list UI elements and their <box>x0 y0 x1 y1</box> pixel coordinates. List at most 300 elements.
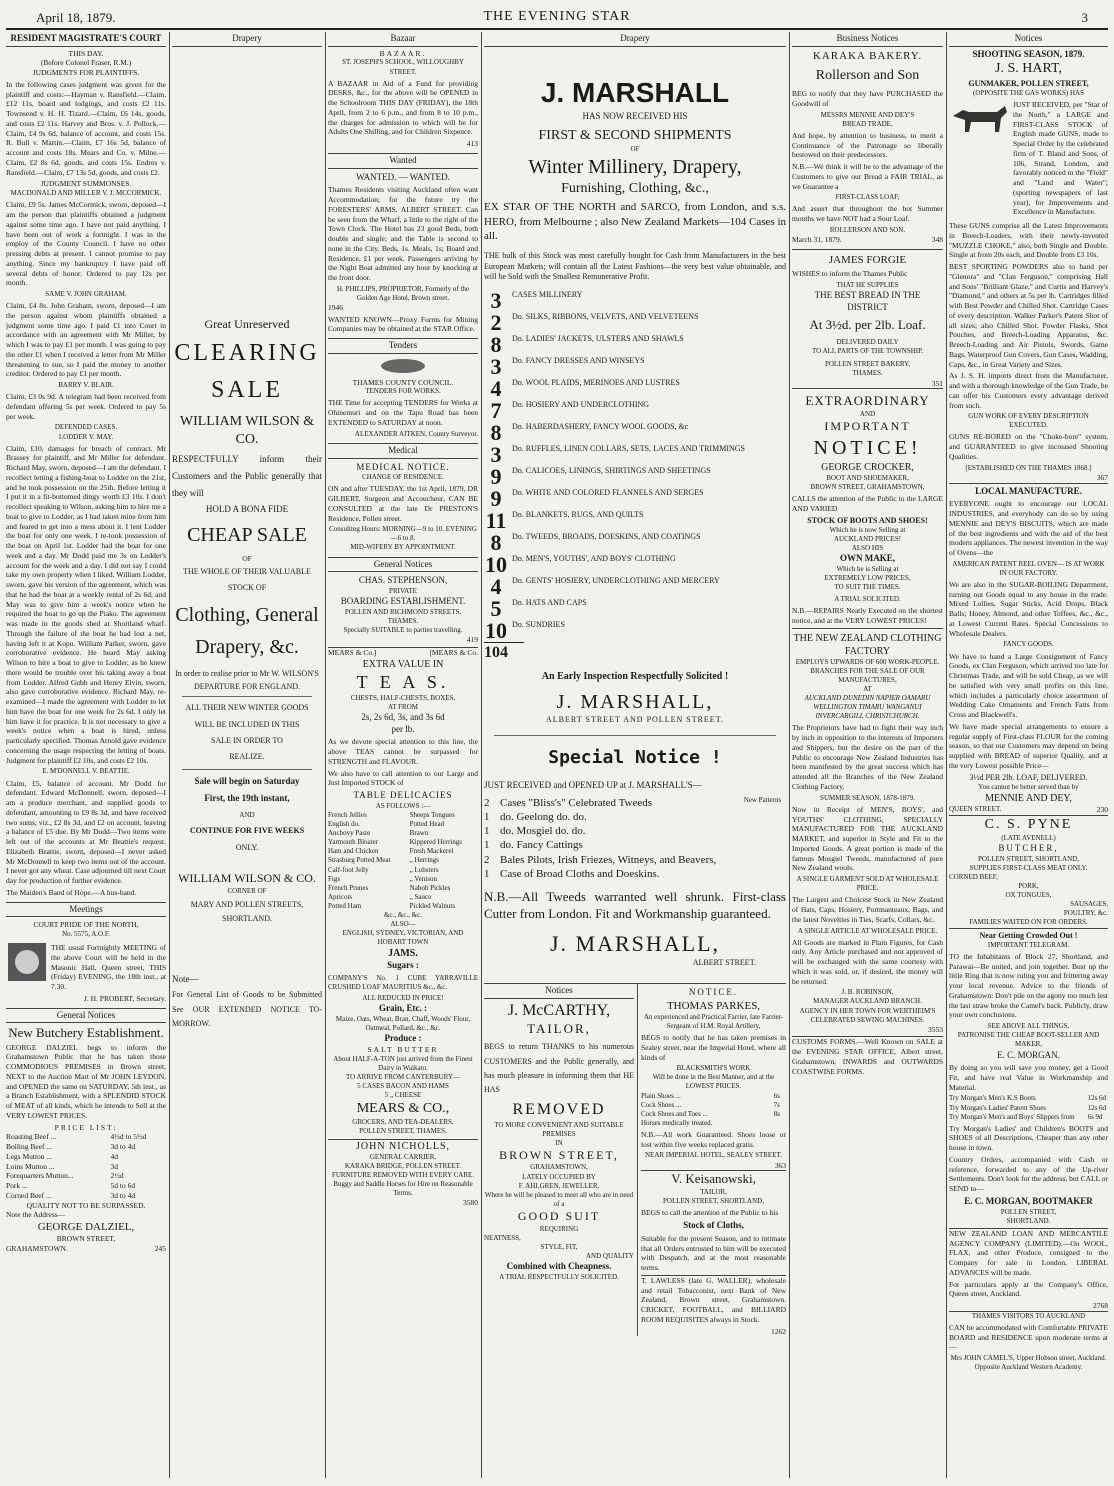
ad-body: THE Time for accepting TENDERS for Works at Ohinemuri and on the Tapu Road has been EXTENDED to SATURDAY at noon. <box>328 398 478 427</box>
case-description: Do. RUFFLES, LINEN COLLARS, SETS, LACES AND TRIMMINGS <box>512 444 745 454</box>
list-row <box>328 829 478 838</box>
ad-number: 3553 <box>928 1024 943 1034</box>
list-item: „ Herrings <box>409 856 440 865</box>
subhead: BARRY V. BLAIR. <box>58 381 114 390</box>
ad-firm: MENNIE AND DEY, <box>985 793 1072 805</box>
ad-line: Will be done in the Best Manner, and at the LOWEST PRICES. <box>652 1073 775 1091</box>
subhead: DEFENDED CASES. <box>54 423 118 432</box>
ad-line: BRANCHES FOR THE SALE OF OUR MANUFACTURES, <box>810 666 925 685</box>
ad-line: You cannot be better served than by <box>978 782 1079 791</box>
ad-body: All Goods are marked in Plain Figures, for Cash only. Any Article purchased and not approved of will be exchanged with the same courtesy with which it was sold, or, if desired, the money will be returned. <box>792 937 943 986</box>
ad-heading: GEORGE DALZIEL, <box>37 1221 135 1234</box>
ad-body: BEGS to notify that he has taken premises in Sealey street, near the Imperial Hotel, where all kinds of <box>641 1033 786 1062</box>
subhead: JUDGMENTS FOR PLAINTIFFS. <box>32 68 140 78</box>
section-header: General Notices <box>6 1008 166 1024</box>
ad-line: EMPLOYS UPWARDS OF 600 WORK-PEOPLE. <box>795 657 940 666</box>
article-paragraph: The Maiden's Band of Hope.—A hus-band. <box>6 887 137 897</box>
ad-line: [MEARS & Co. <box>429 647 478 657</box>
ad-line: BLACKSMITH'S WORK <box>676 1064 751 1073</box>
ad-line: TAILOR, <box>700 1188 727 1197</box>
list-row <box>328 856 478 865</box>
shipment-row <box>484 598 786 620</box>
ad-line: TAILOR, <box>527 1021 591 1037</box>
ad-body: CALLS the attention of the Public to the LARGE AND VARIED <box>792 494 943 513</box>
ad-line: Which he is now Selling at <box>829 525 906 534</box>
subhead: LODDER V. MAY. <box>58 432 114 441</box>
ad-firm: THOMAS PARKES, <box>666 999 761 1012</box>
ad-body: We have made special arrangements to ensure a regular supply of First-class FLOUR for the coming season, so that our Customers may depend on being supplied with BREAD of superior Quality, and at the very Lowest possible Price— <box>949 721 1108 770</box>
ad-body: JUST RECEIVED, per "Star of the North," a LARGE and FIRST-CLASS STOCK of English made GUNS, made to Special Order by the celebrated firm of T. Bland and Sons, of 106, Strand, London, and favorably noticed in the "Field" and "Land and Water"; (sporting newspapers of last year), for Improvements and Excellence in Manufacture. <box>1013 100 1108 217</box>
case-count: 9 <box>490 464 502 490</box>
tweed-row <box>484 838 786 852</box>
shipment-row <box>484 488 786 510</box>
section-header: Notices <box>484 984 634 999</box>
ad-body: BEG to notify that they have PURCHASED the Goodwill of <box>792 89 943 108</box>
shipment-row <box>484 378 786 400</box>
tweed-description: Bales Pilots, Irish Friezes, Witneys, and Beavers, <box>500 853 717 866</box>
ad-line: IN <box>555 1138 563 1147</box>
ad-line: THE WHOLE OF THEIR VALUABLE STOCK OF <box>183 566 311 592</box>
ad-line: MESSRS MENNIE AND DEY'S <box>820 110 915 119</box>
ad-date: March 31, 1879. <box>792 235 842 245</box>
ad-firm: J. MARSHALL, <box>556 691 714 714</box>
ad-signature: ALEXANDER AITKEN, County Surveyor. <box>354 429 478 438</box>
ad-line: AUCKLAND DUNEDIN NAPIER OAMARU WELLINGTON TIMARU WANGANUI INVERCARGILL CHRISTCHURCH. <box>804 694 931 721</box>
shipment-row <box>484 356 786 378</box>
ad-heading: EXTRAORDINARY <box>792 388 943 410</box>
ad-line: F. AHLGREN, JEWELLER, <box>518 1181 600 1190</box>
ad-number: 367 <box>1096 472 1108 482</box>
ad-body: THE usual Fortnightly MEETING of the above Court will be held in the Masonic Hall, Queen street, THIS (Friday) EVENING, the 18th inst., at 7.30. <box>51 943 166 992</box>
ad-number: 1262 <box>771 1326 786 1336</box>
price-row <box>6 1181 166 1191</box>
ad-heading: STOCK OF BOOTS AND SHOES! <box>807 515 928 525</box>
ad-line: (LATE AVENELL) <box>1001 833 1056 842</box>
ad-body: N.B.—All Tweeds warranted well shrunk. First-class Cutter from London. Fit and Workmanship guaranteed. <box>484 889 786 921</box>
ad-line: DELIVERED DAILY <box>836 338 899 347</box>
ad-heading: New Butchery Establishment. <box>8 1025 164 1041</box>
ad-line: GOOD SUIT <box>517 1208 601 1223</box>
ad-line: OF <box>242 554 252 563</box>
subhead: E. M'DONNELL V. BEATTIE. <box>42 767 130 776</box>
list-row <box>328 820 478 829</box>
price-item: Legs Mutton ... <box>6 1151 53 1161</box>
case-description: Do. FANCY DRESSES AND WINSEYS <box>512 356 645 366</box>
ad-line: QUALITY NOT TO BE SURPASSED. <box>26 1200 146 1210</box>
ad-body: We are also in the SUGAR-BOILING Department, turning out Goods equal to any house in the trade. Mixed Lollies, Sugar Sticks, Acid Drops, Black Balls; Honey, Almond, and other Toffees, &c., &c., at Lowest Current Rates. Special Concessions to Wholesale Dealers. <box>949 579 1108 638</box>
ad-number: 3580 <box>463 1197 478 1207</box>
ad-line: POLLEN STREET, SHORTLAND, <box>663 1197 764 1206</box>
case-description: Do. LADIES' JACKETS, ULSTERS AND SHAWLS <box>512 334 684 344</box>
ad-body: THE bulk of this Stock was most carefully bought for Cash from Manufacturers in the best European Markets; will contain all the Latest Fashions—the very best value obtainable, and will be Sold with the Smallest Remunerative Profit. <box>484 251 786 281</box>
ad-line: ALBERT STREET AND POLLEN STREET. <box>546 715 724 725</box>
tweed-count: 2 <box>484 796 490 809</box>
price-item: Forequarters Mutton... <box>6 1171 74 1181</box>
tweed-description: Cases "Bliss's" Celebrated Tweeds <box>500 796 653 809</box>
ad-body: JUST RECEIVED and OPENED UP at J. MARSHALL'S— <box>484 779 702 790</box>
case-count: 8 <box>490 420 502 446</box>
ad-line: AND <box>859 410 876 419</box>
hunting-dog-icon <box>949 98 1011 138</box>
column-rule <box>325 32 326 1478</box>
tweed-count: 1 <box>484 825 490 838</box>
ad-heading: Grain, Etc. : <box>379 1003 427 1014</box>
section-header: Drapery <box>172 32 322 47</box>
ad-line: Buggy and Saddle Horses for Hire on Reasonable Terms. <box>333 1179 473 1197</box>
list-row <box>328 838 478 847</box>
ad-body: Suitable for the present Season, and to intimate that all Orders entrusted to him will be executed with Despatch, and at the most reasonable terms. <box>641 1233 786 1273</box>
ad-body: The Largest and Choicest Stock in New Zealand of Hats, Caps, Hosiery, Portmanteaux, Bags, and the latest Novelties in Ties, Scarfs, Collars, &c. <box>792 895 943 924</box>
price-row <box>641 1101 786 1110</box>
ad-line: POLLEN STREET BAKERY, <box>824 360 911 369</box>
ad-heading: CHAS. STEPHENSON, <box>358 575 448 586</box>
list-item: Yarmouth Bloater <box>328 838 379 847</box>
ad-heading: THAMES COUNTY COUNCIL. <box>352 377 454 387</box>
ad-line: A TRIAL RESPECTFULLY SOLICITED. <box>499 1272 619 1281</box>
shipment-row <box>484 422 786 444</box>
price-item: Roasting Beef ... <box>6 1132 57 1142</box>
ad-line: AGENCY IN HER TOWN FOR WERTHEIM'S CELEBRATED SEWING MACHINES. <box>799 1006 936 1024</box>
case-description: Do. HOSIERY AND UNDERCLOTHING <box>512 400 650 410</box>
ad-line: Horses medically treated. <box>641 1118 713 1127</box>
case-count: 3 <box>490 288 502 314</box>
list-row <box>328 875 478 884</box>
ad-heading: FIRST & SECOND SHIPMENTS <box>538 127 732 143</box>
price-value: 8s <box>773 1109 780 1118</box>
list-item: Potted Ham <box>328 901 362 910</box>
ad-body: A BAZAAR in Aid of a Fund for providing DESKS, &c., for the above will be OPENED in the Schoolroom THIS DAY (FRIDAY), the 18th April, from 2 to 6 p.m., and from 8 to 10 p.m., the charges for admission to which will be for Adults One Shilling, and for Children Sixpence. <box>328 78 478 137</box>
list-row <box>328 884 478 893</box>
ad-line: HAS NOW RECEIVED HIS <box>582 111 688 122</box>
ad-heading: JAMS. <box>388 948 418 960</box>
tweed-list <box>484 796 786 882</box>
ad-firm: E. C. MORGAN. <box>997 1049 1060 1060</box>
price-value: 2½d <box>110 1171 124 1181</box>
ad-signature: J. B. ROBINSON, <box>841 988 894 997</box>
ad-body: BEGS to return THANKS to his numerous CUSTOMERS and the Public generally, and has much pleasure in informing them that HE HAS <box>484 1042 634 1095</box>
ad-line: Mrs JOHN CAMEL'S, Upper Hobson street, Auckland. <box>950 1354 1107 1363</box>
price-value: 6s 9d <box>1087 1112 1103 1121</box>
price-item: Try Morgan's Men's and Boys' Slippers from <box>949 1112 1075 1121</box>
list-item: CORNED BEEF, <box>949 872 998 881</box>
section-header: Bazaar <box>328 32 478 47</box>
ad-body: T. LAWLESS (late G. WALLER), wholesale and retail Tobacconist, next Bank of New Zealand, Brown street, Grahamstown. CRICKET, FOOTBALL, and BILLIARD ROOM REQUISITES always in Stock. <box>641 1275 786 1324</box>
subhead: THIS DAY. <box>68 48 104 58</box>
ad-line: BUTCHER, <box>998 843 1059 854</box>
list-item: Ham and Chicken <box>328 847 379 856</box>
ad-body: CAN be accommodated with Comfortable PRIVATE BOARD and RESIDENCE upon moderate terms at— <box>949 1322 1108 1352</box>
ad-number: 363 <box>774 1160 786 1170</box>
ad-line: FAMILIES WAITED ON FOR ORDERS. <box>969 918 1088 927</box>
ad-line: HOLD A BONA FIDE <box>205 504 289 515</box>
tweed-description: do. Fancy Cattings <box>500 839 583 852</box>
ad-line: GRAHAMSTOWN. <box>6 1244 68 1254</box>
ad-line: Great Unreserved <box>204 316 290 331</box>
case-description: Do. TWEEDS, BROADS, DOESKINS, AND COATINGS <box>512 532 701 542</box>
ad-heading: NOTICE! <box>813 436 922 459</box>
ad-line: NEAR IMPERIAL HOTEL, SEALEY STREET. <box>644 1151 782 1160</box>
ad-line: IMPORTANT TELEGRAM. <box>987 940 1070 949</box>
ad-line: In order to realise prior to Mr W. WILSON'S <box>175 668 319 678</box>
ad-firm: WILLIAM WILSON & CO. <box>178 870 316 885</box>
ad-heading: REMOVED <box>512 1100 606 1118</box>
ad-line: NEATNESS, <box>484 1233 521 1242</box>
price-value: 3d to 4d <box>110 1190 136 1200</box>
ad-heading: EXTRA VALUE IN <box>362 658 444 670</box>
ad-firm: WILLIAM WILSON & CO. <box>179 413 315 447</box>
ad-heading: T E A S. <box>356 671 450 692</box>
ad-heading: Near Getting Crowded Out ! <box>949 928 1108 941</box>
case-description: Do. HABERDASHERY, FANCY WOOL GOODS, &c <box>512 422 689 432</box>
forester-emblem-icon <box>6 941 48 983</box>
case-count: 4 <box>490 574 502 600</box>
ad-heading: IMPORTANT <box>824 419 911 434</box>
ad-body: As we devote special attention to this line, the above TEAS cannot be surpassed for STRENGTH and FLAVOUR. <box>328 737 478 766</box>
ad-body: Thames Residents visiting Auckland often want Accommodation; for the future try the FORESTERS' ARMS, ALBERT STREET. Can be seen from the Wharf, a little to the right of the Town Clock. The Hotel has 23 good Beds, both double and single; and the Table is second to none in the City. Beds, 1s. Meals, 1s; Board and Residence, £1 per week. Passengers arriving by the Night Boat admitted any hour by knocking at the front door. <box>328 185 478 282</box>
ad-line: BROWN STREET, <box>56 1234 116 1244</box>
ad-line: KARAKA BRIDGE, POLLEN STREET. <box>344 1161 462 1170</box>
list-item: Fresh Mackerel <box>409 847 454 856</box>
case-description: Do. GENTS' HOSIERY, UNDERCLOTHING AND MERCERY <box>512 576 720 586</box>
ad-heading: SALE <box>211 377 283 404</box>
ad-number: 419 <box>466 635 478 644</box>
ad-line: LATELY OCCUPIED BY <box>522 1172 596 1181</box>
case-count: 4 <box>490 376 502 402</box>
price-item: Boiling Beef ... <box>6 1142 53 1152</box>
section-header: Notices <box>949 32 1108 47</box>
section-header: Medical <box>328 443 478 459</box>
tweed-note: New Patterns <box>743 795 782 804</box>
price-row <box>641 1110 786 1119</box>
ad-line: A SINGLE ARTICLE AT WHOLESALE PRICE. <box>797 926 938 935</box>
case-count: 8 <box>490 530 502 556</box>
ad-heading: OWN MAKE, <box>840 553 895 564</box>
ad-line: 5 „ CHEESE <box>384 1091 422 1100</box>
column-business-notices <box>792 32 943 1478</box>
ad-body: We also have to call attention to our Large and Just Imported STOCK of <box>328 768 478 788</box>
column-wilson-sale <box>172 32 322 1478</box>
ad-body: For General List of Goods to be Submitted See OUR EXTENDED NOTICE TO-MORROW. <box>172 990 322 1028</box>
ad-body: GEORGE DALZIEL begs to inform the Grahamstown Public that he has taken those COMMODIOUS PREMISES in Brown street, NEXT to the Auction Mart of Mr JOHN LEYDON, and OPENED the same on SATURDAY, 5th inst., as a Branch Establishment, with a SPLENDID STOCK of MEAT of all kinds, which he intends to Sell at the VERY LOWEST PRICES. <box>6 1042 166 1120</box>
case-description: Do. SUNDRIES <box>512 620 565 630</box>
ad-body: N.B.—We think it will be to the advantage of the Customers to give our Bread a FAIR TRIAL, as we Guarantee a <box>792 162 943 191</box>
ad-heading: BAZAAR. <box>379 48 427 58</box>
ad-line: BOOT AND SHOEMAKER, <box>826 473 909 482</box>
case-description: Do. CALICOES, LININGS, SHIRTINGS AND SHEETINGS <box>512 466 711 476</box>
ad-body: For particulars apply at the Company's Office, Queen street, Auckland. <box>949 1279 1108 1299</box>
ad-line: TO ARRIVE FROM CANTERBURY— <box>345 1072 461 1081</box>
ad-heading: Drapery, &c. <box>195 635 299 658</box>
ad-line: EXTREMELY LOW PRICES, <box>824 574 911 583</box>
subhead: JUDGMENT SUMMONSES. <box>40 179 132 189</box>
ad-line: TENDERS FOR WORKS. <box>365 387 441 396</box>
price-row <box>6 1191 166 1201</box>
section-header: Business Notices <box>792 32 943 47</box>
delicacies-list <box>328 811 478 911</box>
ad-body: Now in Receipt of MEN'S, BOYS', and YOUTHS' CLOTHING, SPECIALLY MANUFACTURED FOR THE AUCKLAND MARKET, and superior in Style and Fit to the Imported Goods. A great portion is made of the famous Mosgiel Tweeds, manufactured of pure New Zealand wools. <box>792 804 943 873</box>
ad-number: 245 <box>154 1244 166 1254</box>
article-paragraph: Claim, £10, damages for breach of contract. Mr Brassey for plaintiff, and Mr Miller for defendant. Richard May, sworn, deposed—I am the defendant. I recollect letting a fishing-boat to Lodder on the 21st, and he took possession on the 25th. Before letting it I put it in a fit-bottomed dingy worth £3 10s. I don't recollect speaking to Wilson, asking him to hire me a boat to give to Lodder, as I had taken mine from him and feared to get into a mess about it. I lent Lodder the boat for only one week. I re-took possession of the boat on April 1st. Lodder had the boat for one week and a day. Mr Dodd paid me 3s on Lodder's account for the week and a day. I did not say I could take my own property when I liked. William Lodder, sworn, gave his version of the agreement, which was that he had the boat at a weekly rental of 2s 6d, and May was to give him a week's notice when he required the boat to go up the Piako. The agreement was made in the goods shed at Shortland wharf. Through the failure of the boat he had lost a net, having left it at Kopu. William Parker, sworn, gave corroborative evidence. He heard May asking Wilson to hire a boat to give to Lodder, as he knew there would be trouble over his taking away a boat from Lodder. Alfred Gubb and Henry Elvin, sworn, also gave corroborative evidence. Richard May, re-examined—I made the agreement with Lodder to let him have the boat for one week for 2s 6d. I only let him have it for practice. It is not necessary to give a week's notice when a boat is hired, unless particularly specified. Thomas Arnold gave evidence concerning the usage respecting the letting of boats. Judgment for plaintiff £2 10s, and costs £2 10s. <box>6 443 166 765</box>
ad-line: DISTRICT <box>847 301 888 312</box>
case-count: 11 <box>485 508 507 534</box>
ad-line: GRAHAMSTOWN, <box>530 1163 588 1172</box>
list-item: „ Venison <box>409 874 437 883</box>
price-value: 3d to 4d <box>110 1142 136 1152</box>
case-count: 9 <box>490 486 502 512</box>
list-item: Calf-foot Jelly <box>328 865 369 874</box>
ad-line: Combined with Cheapness. <box>506 1260 612 1271</box>
ad-line: SUMMER SEASON, 1878-1879. <box>820 793 915 802</box>
shipment-row <box>484 466 786 488</box>
list-row <box>328 811 478 820</box>
price-row <box>949 1113 1108 1122</box>
ad-line: THAT HE SUPPLIES <box>836 280 899 289</box>
ad-heading: CLEARING <box>174 340 320 367</box>
ad-line: [ESTABLISHED ON THE THAMES 1868.] <box>965 463 1092 472</box>
ad-body: As J. S. H. imports direct from the Manufacturer, and with a thorough knowledge of the Gun Trade, he can offer his Customers every advantage derived from such. <box>949 371 1108 410</box>
ad-line: ALL THEIR NEW WINTER GOODS <box>185 703 309 713</box>
section-header: General Notices <box>328 557 478 573</box>
price-item: Cock Shoes and Toes ... <box>641 1109 708 1118</box>
article-paragraph: Claim, £5, balance of account. Mr Dodd for defendant. Edward McDonnell, sworn, deposed—I am a produce merchant, and supplied goods to defendant, amounting to £9 8s 3d, and have received two sums, viz., £2 8s 3d, and £2 on account, leaving a balance of £5 due. By Mr Dodd—Two items were left out of the accounts at Mr Beattie's request. Elizabeth Beattie, sworn, deposed—I never asked Mr McDonnell to keep two items out of the account. I never got any wheat. Case adjourned till next Court day for production of further evidence. <box>6 778 166 885</box>
ad-line: Consulting Hours: MORNING—9 to 10. EVENING—6 to 8. <box>329 525 477 543</box>
ad-line: Sale will begin on Saturday <box>194 775 300 786</box>
price-item: Try Morgan's Men's K.S Boots <box>949 1094 1036 1103</box>
case-count: 7 <box>490 398 502 424</box>
ad-body: EX STAR OF THE NORTH and SARCO, from London, and s.s. HERO, from Melbourne ; also New Zealand Markets—104 Cases in all. <box>484 201 786 242</box>
price-value: 3d <box>110 1161 118 1171</box>
ad-line: AMERICAN PATENT REEL OVEN— IS AT WORK IN OUR FACTORY. <box>952 559 1105 577</box>
tweed-row <box>484 796 786 810</box>
ad-line: DEPARTURE FOR ENGLAND. <box>193 681 301 691</box>
ad-body: WANTED KNOWN—Proxy Forms for Mining Companies may be obtained at the STAR Office. <box>328 314 478 334</box>
tweed-description: do. Geelong do. do. <box>500 810 587 823</box>
ad-signature: ROLLERSON AND SON. <box>829 225 906 234</box>
ad-firm: MEARS & CO., <box>356 1101 450 1117</box>
ad-line: Note— <box>172 974 199 985</box>
ad-line: ALBERT STREET. <box>692 958 756 968</box>
masthead <box>6 4 1108 30</box>
price-row <box>6 1162 166 1172</box>
ad-line: THAMES. <box>387 616 419 625</box>
ad-heading: COURT PRIDE OF THE NORTH, <box>33 920 139 930</box>
ad-line: SUPPLIES FIRST-CLASS MEAT ONLY. <box>969 863 1088 872</box>
shipment-row <box>484 620 786 642</box>
list-item: Pickled Walnuts <box>409 901 456 910</box>
ad-line: POLLEN STREET, <box>1000 1207 1057 1216</box>
ad-line: CHESTS, HALF-CHESTS, BOXES, <box>350 693 456 702</box>
case-count: 8 <box>490 332 502 358</box>
case-description: Do. BLANKETS, RUGS, AND QUILTS <box>512 510 644 520</box>
ad-body: WISHES to inform the Thames Public <box>792 269 908 279</box>
ad-line: POLLEN STREET, SHORTLAND, <box>978 854 1079 863</box>
tweed-count: 1 <box>484 810 490 823</box>
ad-line: SEE ABOVE ALL THINGS, <box>987 1022 1070 1031</box>
ad-body: ON and after TUESDAY, the 1st April, 1879, DR GILBERT, Surgeon and Accoucheur, CAN BE CONSULTED at the late Dr PRESTON'S Residence, Pollen street. <box>328 484 478 523</box>
ad-heading: Clothing, General <box>175 603 319 626</box>
list-row <box>328 893 478 902</box>
ad-line: MARY AND POLLEN STREETS, <box>190 899 304 909</box>
ad-firm: THE NEW ZEALAND CLOTHING FACTORY <box>792 628 943 658</box>
ad-line: GENERAL CARRIER, <box>369 1152 437 1161</box>
ad-heading: MEDICAL NOTICE. <box>356 461 450 472</box>
shoe-price-list <box>641 1092 786 1119</box>
ad-body: BEST SPORTING POWDERS also to hand per "Glenora" and "Clan Ferguson," comprising Hall and Sons' "Brilliant Glaze," and Curtis and Harvey's "Diamond," and others at 5s per lb. Cartridges filled with Best Powder and Chilled Shot. Cartridge Cases of every description. Walker Parker's Patent Shot of all sizes; also Chilled Shot. Powder Flasks, Shot Pouches, and Breech-Loading Apparatus, &c. Breech-Loading and Air Pistols, Swords, Game Bags, Waterproof Gun Covers, Gun Cases, Wadding, Caps, &c., in Great Variety and Sizes. <box>949 262 1108 369</box>
shipment-row <box>484 510 786 532</box>
price-item: Pork ... <box>6 1181 28 1191</box>
tweed-count: 1 <box>484 868 490 881</box>
price-item: Try Morgan's Ladies' Patent Shoes <box>949 1103 1047 1112</box>
ad-firm: Rollerson and Son <box>815 67 920 83</box>
case-count: 10 <box>485 552 507 578</box>
shipment-row <box>484 334 786 356</box>
ad-line: ONLY. <box>235 842 259 852</box>
ad-line: Note the Address— <box>6 1210 66 1220</box>
price-row <box>6 1132 166 1142</box>
ad-line: FURNITURE REMOVED WITH EVERY CARE. <box>331 1170 475 1179</box>
ad-line: ST. JOSEPH'S SCHOOL, WILLOUGHBY STREET. <box>342 58 464 76</box>
ad-line: MANAGER AUCKLAND BRANCH. <box>813 997 922 1006</box>
page-number: 3 <box>1081 10 1088 25</box>
ad-number: 230 <box>1096 805 1108 815</box>
ad-line: AT <box>863 685 872 694</box>
ad-line: First, the 19th instant, <box>204 793 290 804</box>
ad-firm: J. MARSHALL <box>540 76 730 108</box>
ad-line: PATRONISE THE CHEAP BOOT-SELLER AND MAKER, <box>957 1031 1100 1049</box>
case-total: 104 <box>484 642 524 664</box>
ad-line: Opposite Auckland Western Academy. <box>974 1363 1083 1372</box>
ad-body: We have to hand a Large Consignment of Fancy Goods, ex Clan Ferguson, which arrived too late for Christmas Trade, and will be sold Cheap, as we will be satisfied with very small profits on this line, which includes a particularly choice assortment of Wedding Cake Ornaments and French Fatts from Cross and Blackwell's. <box>949 651 1108 720</box>
ad-line: TO ALL PARTS OF THE TOWNSHIP. <box>812 347 923 356</box>
article-paragraph: In the following cases judgment was given for the plaintiff and costs:—Hayman v. Ransfield.—Claim, £12 11s, board and lodgings, and costs £2 11s. Townsend v. H. H. Tizard.—Claim, £6 14s, goods, and costs £2 11s. Harvey and Bros. v. J. Pollock.—Claim, £4 9s 6d, balance of account, and costs 15s. R. Bull v. Martin.—Claim, £7 16s 5d, balance of account and costs 18s. Mears and Co. v. Milne.—Claim, £2 8s 6d, goods, and costs 15s. Endres v. Ransfield.—Claim, £7 13s 5d, goods, and costs £2. <box>6 79 166 177</box>
ad-heading: At 3½d. per 2lb. Loaf. <box>809 317 926 333</box>
ad-line: GROCERS, AND TEA-DEALERS, <box>352 1118 454 1127</box>
ad-body: N.B.—REPAIRS Neatly Executed on the shortest notice, and at the VERY LOWEST PRICES! <box>792 606 943 626</box>
ad-line: SALE IN ORDER TO <box>211 735 283 745</box>
list-item: French Jellies <box>328 810 367 819</box>
ad-line: AT FROM <box>387 702 419 711</box>
list-row <box>328 847 478 856</box>
list-item: „ Sauce <box>409 892 432 901</box>
column-marshall <box>484 32 786 1478</box>
subhead: MACDONALD AND MILLER V. J. MCCORMICK. <box>10 189 162 198</box>
ad-line: GUN WORK OF EVERY DESCRIPTION EXECUTED. <box>968 412 1089 430</box>
list-item: Figs <box>328 874 341 883</box>
ad-heading: THAMES VISITORS TO AUCKLAND <box>949 1311 1108 1321</box>
case-description: Do. HATS AND CAPS <box>512 598 587 608</box>
ad-line: A SINGLE GARMENT SOLD AT WHOLESALE PRICE. <box>796 875 939 893</box>
list-row <box>328 902 478 911</box>
shipment-list <box>484 290 786 642</box>
column-bazaar-notices <box>328 32 478 1478</box>
section-header: Wanted <box>328 153 478 169</box>
case-count: 3 <box>490 354 502 380</box>
ad-line: FIRST-CLASS LOAF, <box>835 193 900 202</box>
boot-price-list <box>949 1094 1108 1121</box>
ad-line: MID-WIFERY BY APPOINTMENT. <box>350 543 456 552</box>
ad-body: And assert that throughout the hot Summer months we have NOT had a Sour Loaf. <box>792 204 943 224</box>
list-item: Potted Head <box>409 820 445 829</box>
list-item: „ Lobsters <box>409 865 439 874</box>
ad-line: SHORTLAND. <box>1006 1216 1051 1225</box>
ad-line: CONTINUE FOR FIVE WEEKS <box>189 826 305 836</box>
column-rule <box>789 32 790 1478</box>
ad-line: (OPPOSITE THE GAS WORKS) HAS <box>973 88 1084 97</box>
case-count: 3 <box>490 442 502 468</box>
list-row <box>328 866 478 875</box>
ad-line: SALT BUTTER <box>367 1044 439 1054</box>
ad-heading: WANTED. — WANTED. <box>356 171 450 182</box>
